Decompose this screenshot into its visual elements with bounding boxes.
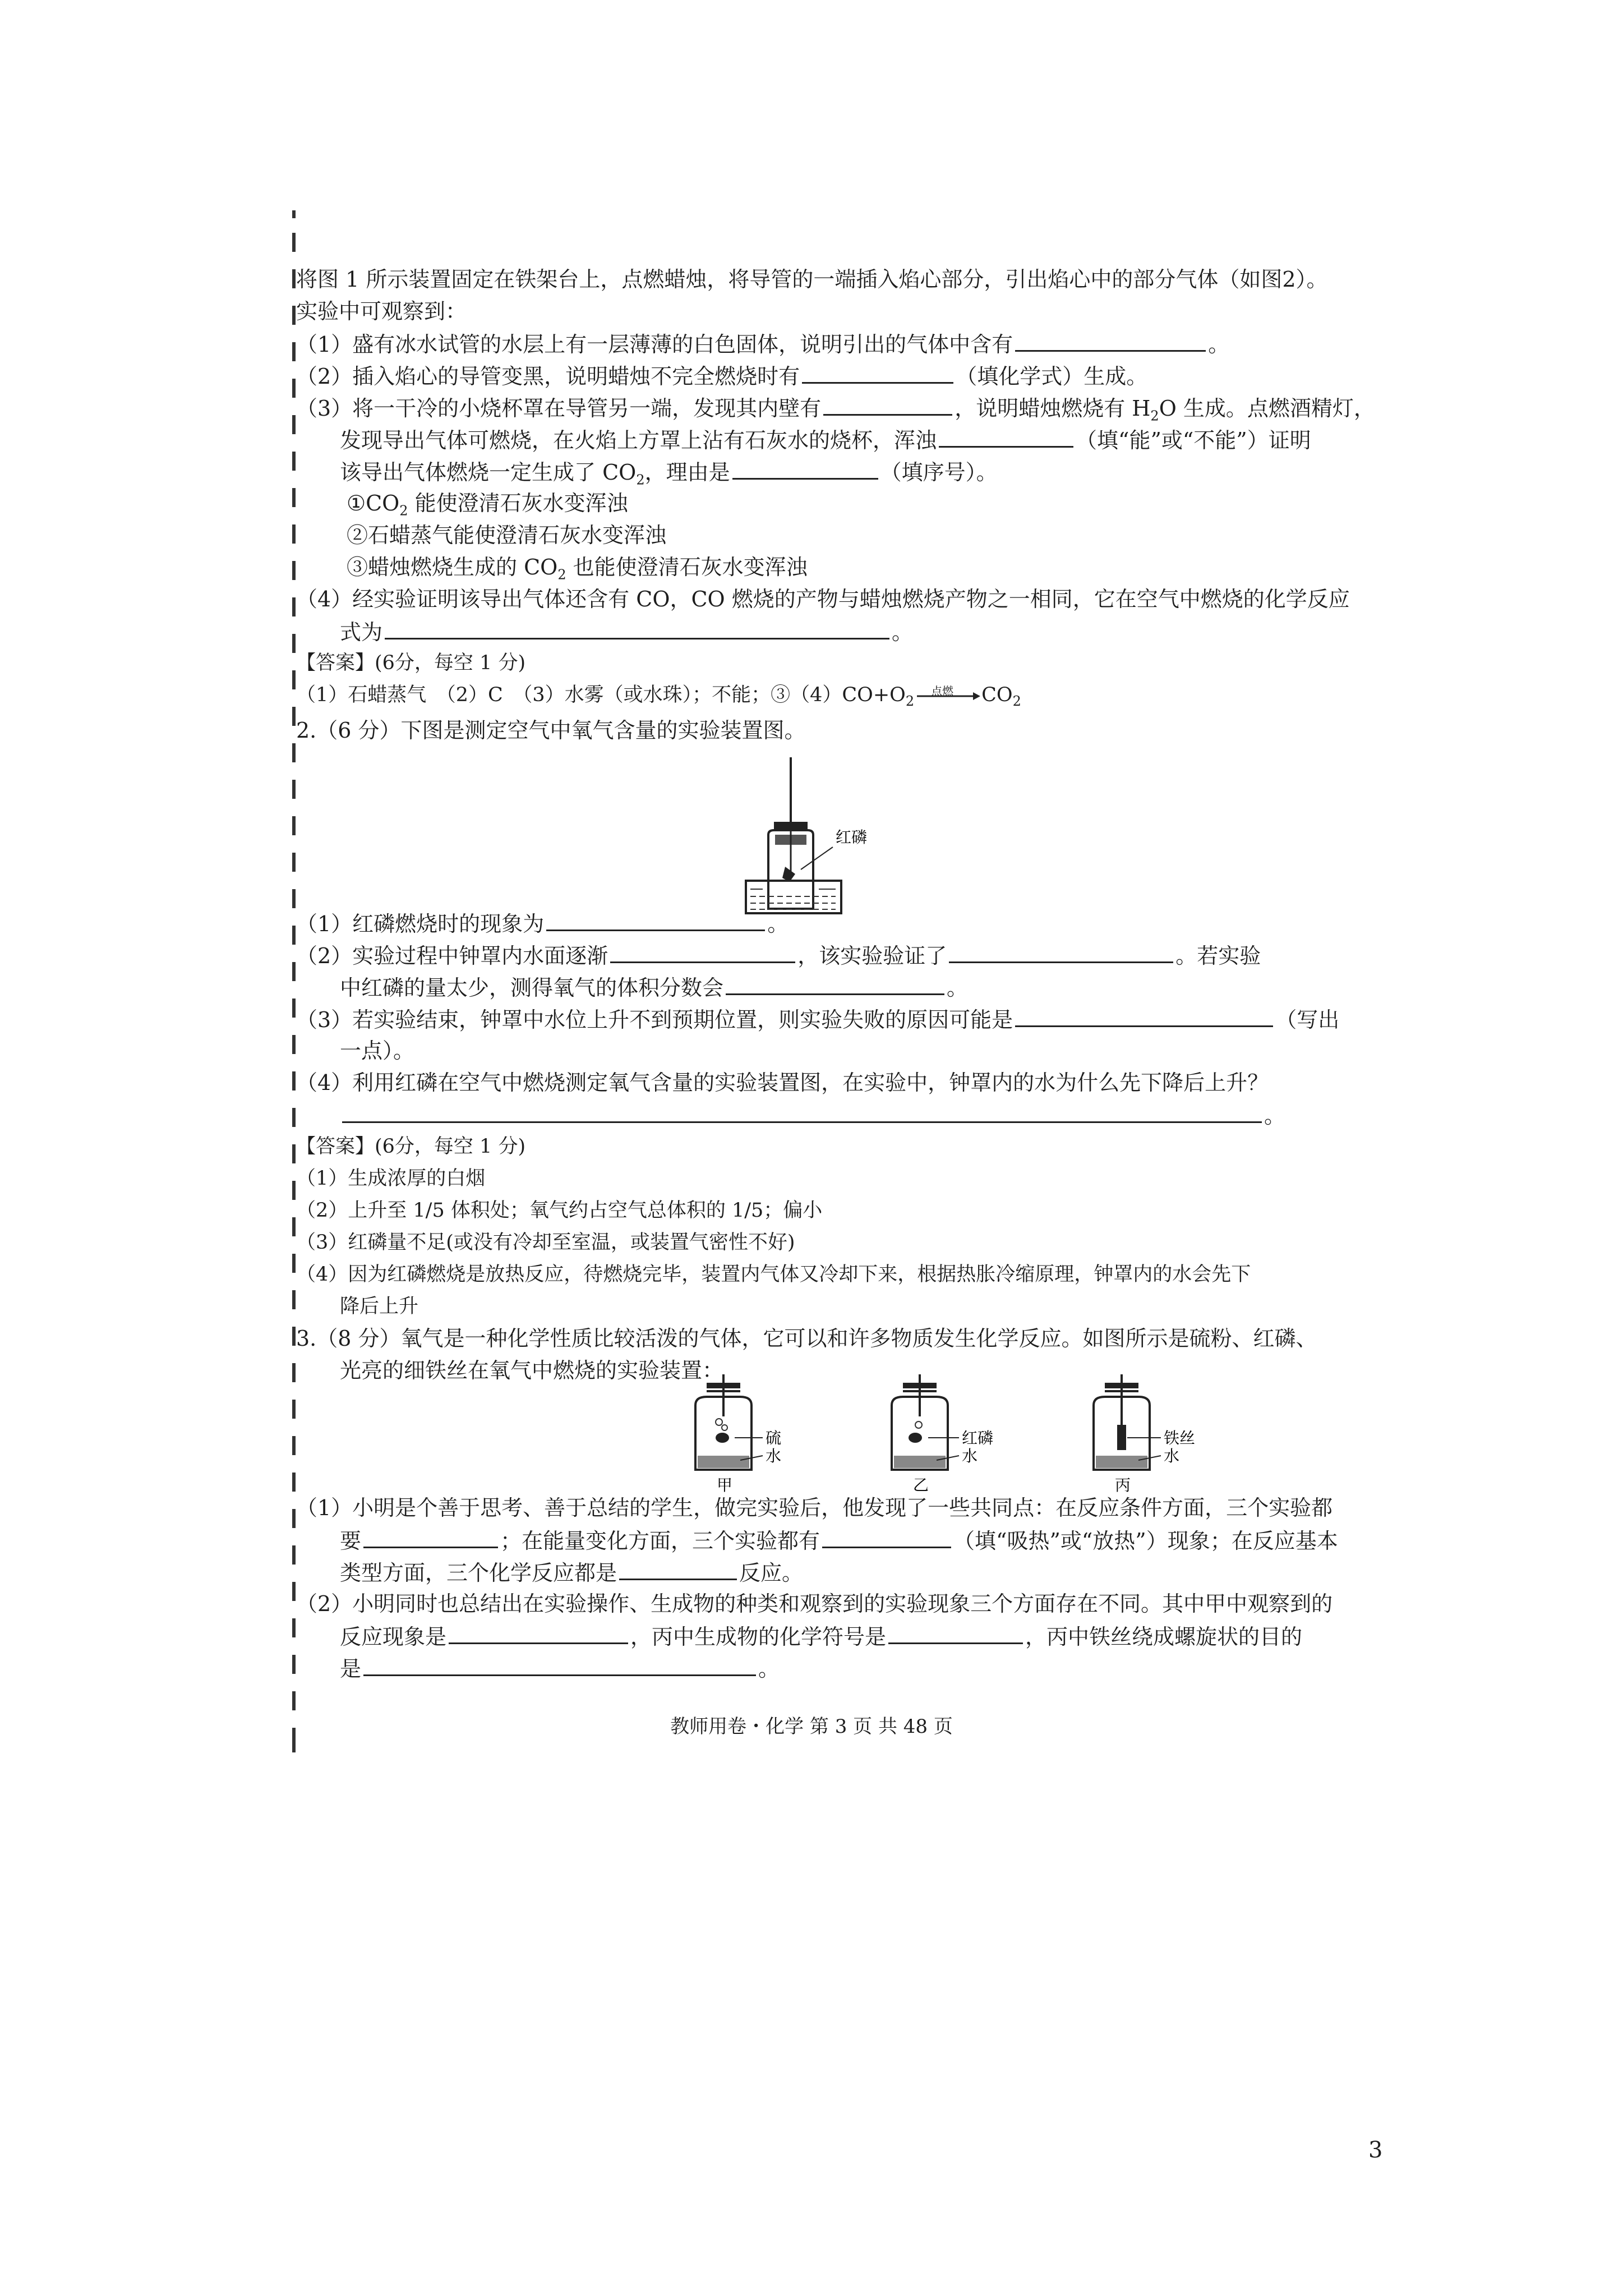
answer-blank[interactable] bbox=[363, 1652, 756, 1676]
bell-jar-figure bbox=[729, 752, 920, 931]
q3-part-2-cont-2: 是 。 bbox=[296, 1652, 1322, 1684]
q2-part-1: （1）红磷燃烧时的现象为 。 bbox=[296, 907, 1322, 939]
page-footer: 教师用卷・化学 第 3 页 共 48 页 bbox=[670, 1715, 953, 1738]
q3-title-cont: 光亮的细铁丝在氧气中燃烧的实验装置： bbox=[340, 1358, 724, 1383]
q1-part-4: （4）经实验证明该导出气体还含有 CO，CO 燃烧的产物与蜡烛燃烧产物之一相同，它在空气中燃烧的化学反应 bbox=[296, 587, 1350, 611]
q1-option-3: ③蜡烛燃烧生成的 $CO_2$ 也能使澄清石灰水变浑浊 bbox=[347, 555, 808, 583]
answer-blank[interactable] bbox=[342, 1099, 1262, 1123]
reaction-arrow: 点燃 bbox=[914, 688, 981, 705]
page-number: 3 bbox=[1368, 2137, 1383, 2163]
q1-part-3-cont: 发现导出气体可燃烧，在火焰上方罩上沾有石灰水的烧杯，浑浊 （填“能”或“不能”）证明 bbox=[296, 424, 1322, 455]
q3-part-1-cont-2: 类型方面，三个化学反应都是 反应。 bbox=[296, 1556, 1322, 1588]
svg-text:丙: 丙 bbox=[1115, 1476, 1131, 1494]
question-2-parts bbox=[296, 907, 1340, 1387]
svg-text:水: 水 bbox=[962, 1447, 978, 1465]
answer-blank[interactable] bbox=[823, 392, 952, 416]
q1-part-4-cont: 式为 。 bbox=[296, 615, 1322, 647]
q1-intro-2: 实验中可观察到： bbox=[296, 299, 467, 324]
answer-blank[interactable] bbox=[949, 939, 1173, 963]
svg-text:水: 水 bbox=[1164, 1447, 1180, 1465]
q3-part-2-cont: 反应现象是 ，丙中生成物的化学符号是 ，丙中铁丝绕成螺旋状的目的 bbox=[296, 1620, 1322, 1652]
q2-answer-3: （3）红磷量不足(或没有冷却至室温，或装置气密性不好) bbox=[296, 1231, 795, 1254]
answer-blank[interactable] bbox=[449, 1620, 628, 1644]
q1-option-1: $①CO_2$ 能使澄清石灰水变浑浊 bbox=[347, 491, 628, 519]
answer-blank[interactable] bbox=[726, 971, 944, 995]
q2-part-4: （4）利用红磷在空气中燃烧测定氧气含量的实验装置图，在实验中，钟罩内的水为什么先下降后上升？ bbox=[296, 1070, 1269, 1095]
svg-text:铁丝: 铁丝 bbox=[1164, 1429, 1196, 1447]
answer-blank[interactable] bbox=[732, 455, 878, 480]
combustion-jars-figure bbox=[673, 1372, 1223, 1498]
answer-blank[interactable] bbox=[610, 939, 795, 963]
svg-text:水: 水 bbox=[766, 1447, 782, 1465]
q3-part-1: （1）小明是个善于思考、善于总结的学生，做完实验后，他发现了一些共同点：在反应条件方面，三个实验都 bbox=[296, 1496, 1333, 1520]
q1-option-2: ②石蜡蒸气能使澄清石灰水变浑浊 bbox=[347, 523, 667, 547]
jar-red-phosphorus bbox=[892, 1374, 993, 1494]
q2-answer-4-cont: 降后上升 bbox=[340, 1295, 419, 1318]
svg-text:甲: 甲 bbox=[717, 1476, 733, 1494]
q1-part-1: （1）盛有冰水试管的水层上有一层薄薄的白色固体，说明引出的气体中含有 。 bbox=[296, 328, 1322, 360]
q1-part-2: （2）插入焰心的导管变黑，说明蜡烛不完全燃烧时有 （填化学式）生成。 bbox=[296, 360, 1322, 392]
q2-part-3: （3）若实验结束，钟罩中水位上升不到预期位置，则实验失败的原因可能是 （写出 bbox=[296, 1003, 1322, 1035]
q2-part-2: （2）实验过程中钟罩内水面逐渐 ，该实验验证了 。若实验 bbox=[296, 939, 1322, 971]
answer-blank[interactable] bbox=[888, 1620, 1023, 1644]
answer-blank[interactable] bbox=[619, 1556, 737, 1580]
answer-blank[interactable] bbox=[363, 1524, 498, 1548]
svg-text:红磷: 红磷 bbox=[962, 1429, 994, 1447]
jar-sulfur bbox=[695, 1374, 781, 1494]
q1-part-3: （3）将一干冷的小烧杯罩在导管另一端，发现其内壁有 ，说明蜡烛燃烧有 $H_2O$ 生成。点燃酒精灯， bbox=[296, 392, 1322, 424]
svg-text:硫: 硫 bbox=[766, 1429, 782, 1447]
answer-blank[interactable] bbox=[822, 1524, 951, 1548]
answer-blank[interactable] bbox=[1015, 328, 1206, 352]
q2-answer-2: （2）上升至 1/5 体积处；氧气约占空气总体积的 1/5；偏小 bbox=[296, 1199, 823, 1222]
q3-part-2: （2）小明同时也总结出在实验操作、生成物的种类和观察到的实验现象三个方面存在不同。其中甲中观察到的 bbox=[296, 1591, 1333, 1616]
svg-text:乙: 乙 bbox=[913, 1476, 929, 1494]
answer-blank[interactable] bbox=[385, 615, 889, 639]
question-1 bbox=[296, 264, 1375, 711]
q3-title: 3.（8 分）氧气是一种化学性质比较活泼的气体，它可以和许多物质发生化学反应。如图所示是硫粉、红磷、 bbox=[296, 1326, 1317, 1351]
q2-part-3-cont: 一点）。 bbox=[340, 1038, 415, 1063]
q1-intro: 将图 1 所示装置固定在铁架台上，点燃蜡烛，将导管的一端插入焰心部分，引出焰心中的部分气体（如图2）。 bbox=[296, 267, 1328, 292]
q2-title: 2.（6 分）下图是测定空气中氧气含量的实验装置图。 bbox=[296, 718, 806, 743]
q1-answer-heading: 【答案】(6分，每空 1 分) bbox=[296, 652, 526, 674]
q3-part-1-cont: 要 ；在能量变化方面，三个实验都有 （填“吸热”或“放热”）现象；在反应基本 bbox=[296, 1524, 1322, 1556]
answer-blank[interactable] bbox=[1015, 1003, 1273, 1027]
q2-answer-1: （1）生成浓厚的白烟 bbox=[296, 1167, 486, 1190]
answer-blank[interactable] bbox=[802, 360, 953, 384]
answer-blank[interactable] bbox=[939, 424, 1073, 448]
question-2 bbox=[296, 715, 1322, 747]
red-phosphorus-label: 红磷 bbox=[836, 828, 868, 846]
q2-answer-4: （4）因为红磷燃烧是放热反应，待燃烧完毕，装置内气体又冷却下来，根据热胀冷缩原理，钟罩内的水会先下 bbox=[296, 1263, 1251, 1286]
question-3-parts bbox=[296, 1492, 1338, 1684]
jar-iron-wire bbox=[1094, 1374, 1195, 1494]
q2-part-2-cont: 中红磷的量太少，测得氧气的体积分数会 。 bbox=[296, 971, 1322, 1003]
answer-blank[interactable] bbox=[546, 907, 765, 931]
q1-answer: （1）石蜡蒸气 （2）C （3）水雾（或水珠）；不能；$③(4)CO+O_2$ 点燃 $CO_2$ bbox=[296, 684, 1021, 709]
q2-part-4-blank-line: 。 bbox=[296, 1099, 1322, 1131]
q2-answer-heading: 【答案】(6分，每空 1 分) bbox=[296, 1135, 526, 1158]
q1-part-3-cont-2: 该导出气体燃烧一定生成了 $CO_2$，理由是 （填序号）。 bbox=[296, 455, 1322, 487]
